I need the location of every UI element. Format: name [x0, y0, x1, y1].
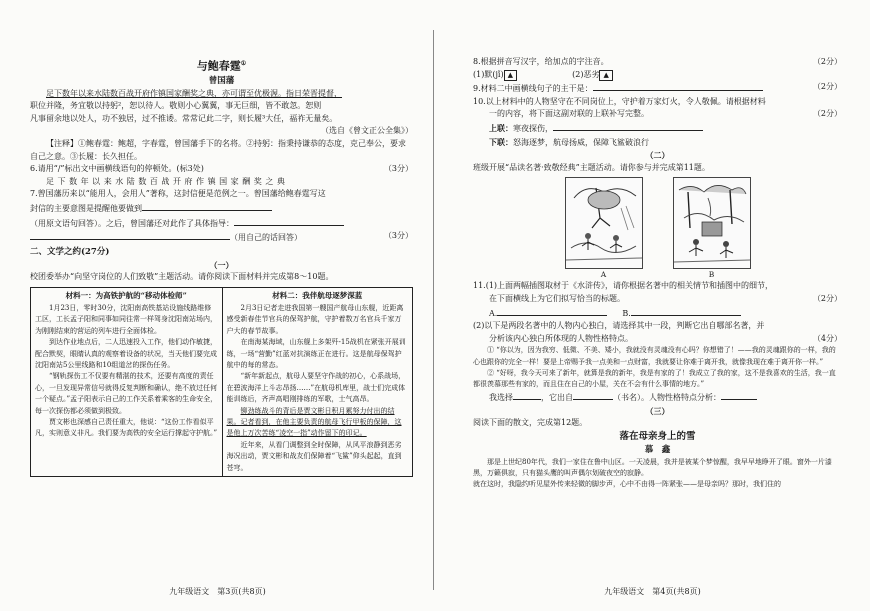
answer-blank[interactable]: [593, 81, 763, 91]
answer-blank[interactable]: [497, 306, 607, 316]
material-2: [222, 288, 413, 476]
answer-box[interactable]: ▲: [504, 70, 517, 81]
question-7c: （用原文语句回答）。之后，曾国藩还对此作了具体指导：: [30, 216, 413, 231]
answer-blank[interactable]: [30, 230, 230, 240]
author-name: 曾国藩: [208, 75, 235, 86]
intro-8-10: 校团委举办“向坚守岗位的人们致敬”主题活动。请你阅读下面材料并完成第8～10题。: [30, 272, 334, 282]
essay-author: 慕 鑫: [644, 444, 671, 455]
question-11-2a: (2)以下是两段名著中的人物内心独白，请选择其中一段，判断它出自哪部名著，并: [473, 321, 765, 331]
couplet-lower: 下联：怒海逐梦，航母扬威，保障飞鲨破浪行: [489, 136, 649, 147]
subsection-1: （一）: [209, 259, 234, 270]
material-1-para: 到达作业地点后，二人迅速投入工作，他们动作敏捷，配合默契，眼睛认真的观察着设备的状况，当天他们要完成沈阳南站5公里线路和10组道岔的探伤任务。: [35, 338, 217, 369]
intro-12: 阅读下面的散文，完成第12题。: [473, 418, 588, 428]
material-1-para: 贾文彬也深感自己责任重大，他说：“这份工作看似平凡，实则意义非凡。我们要为高铁的安全运行撑起守护航。”: [35, 418, 218, 438]
material-1: [31, 288, 222, 476]
essay-para: 那是上世纪80年代，我们一家住在鲁中山区。一天凌晨，我并是被某个梦惊醒，我早早地睁开了眼。窗外一片漆黑，万籁俱寂，只有猫头鹰的叫声偶尔划破夜空的寂静。: [473, 457, 832, 478]
essay-para: 就在这时，我隐约听见屋外传来轻微的脚步声，心中不由得一阵紧张——是母亲吗？那时，我们住的: [473, 480, 781, 489]
illustration-b: [673, 177, 751, 269]
question-8-items: (1)默(jǐ) ▲ (2)恶劣 ▲: [473, 69, 842, 82]
material-2-para: “新年新起点，航母人要坚守作战的初心，心系战场，在碧波海洋上斗志昂扬……”在航母机库里，战士们完成体能训练后，齐声高唱刚排练的军歌，士气高昂。: [226, 372, 406, 404]
inner-monologue-1: ① “你以为，因为我穷、低微、不美、矮小，我就没有灵魂没有心吗？你想错了！——我的灵魂跟你的一样，我的心也跟你的完全一样！要是上帝赐予我一点美和一点财富，我就要让你难于离开我，就像我现在难于离开你一样。”: [473, 346, 836, 366]
material-2-para: 在南海某海域，山东舰上多架歼-15战机在紧张开展训练，一场“营勤”红蓝对抗演练正在进行。这是航母保驾护航中的每的常态。: [226, 338, 406, 369]
material-1-heading: 材料一：为高铁护航的“移动体检师”: [65, 290, 187, 300]
passage-line-1: 足下数年以来水陆数百战开府作镇国家酬奖之典，亦可谓至优极渥。指日荣晋提督，: [46, 88, 342, 98]
question-8: 8.根据拼音写汉字，给加点的字注音。 （2分）: [473, 57, 842, 66]
question-6-line: 足 下 数 年 以 来 水 陆 数 百 战 开 府 作 镇 国 家 酬 奖 之 典: [46, 176, 286, 186]
essay-title: 落在母亲身上的雪: [619, 430, 696, 442]
question-7a: 7.曾国藩历来以“能用人，会用人”著称，这封信便是范例之一。曾国藩给鲍春霆写这: [30, 189, 326, 199]
question-11b: 在下面横线上为它们拟写恰当的标题。 （2分）: [489, 293, 842, 303]
question-7b: 封信的主要意图是提醒他要做到: [30, 201, 413, 216]
illustration-b-label: B: [708, 270, 715, 280]
question-7d: （用自己的话回答） （3分）: [30, 230, 413, 245]
question-11-2b: 分析该内心独白所体现的人物性格特点。 （4分）: [489, 333, 842, 343]
answer-blank[interactable]: [234, 216, 344, 226]
answer-blank[interactable]: [573, 390, 613, 400]
answer-line: 我选择 ，它出自 （书名）。人物性格特点分析：: [473, 390, 842, 405]
question-11a: 11.(1)上面两幅插图取材于《水浒传》，请你根据名著中的相关情节和插图中的细节，: [473, 281, 774, 291]
notes: 【注释】①鲍春霆：鲍超，字春霆，曾国藩手下的名将。②持躬：指秉持谦恭的态度，克己奉公，要求自己之意。③长履：长久担任。: [30, 139, 406, 161]
question-11-blanks: A. B.: [473, 306, 842, 321]
answer-box[interactable]: ▲: [599, 70, 612, 81]
material-2-para: 2月3日记者走进我国第一艘国产航母山东舰，近距离感受新春佳节官兵的保驾护航，守护着数万名官兵千家万户大的春节故事。: [226, 303, 404, 335]
material-1-para: 1月23日，零时30分，沈阳南高铁基站设施线路维修工区，工长孟子阳和同事如同往常一样驾身沈阳南站场内，为刚刚结束的营运的列车进行全面体检。: [35, 303, 217, 335]
intro-11: 班级开展“品读名著·致敬经典”主题活动。请你参与并完成第11题。: [473, 162, 710, 172]
question-10b: 一的内容，将下面这副对联的上联补写完整。 （2分）: [489, 109, 842, 119]
passage-line-3: 凡事留余地以处人，功不独居，过不推诿。常常记此二字，则长履³大任，福祚无量矣。: [30, 113, 338, 123]
page-divider: [433, 30, 434, 590]
material-1-para: “钢轨探伤工不仅要有精湛的技术，还要有高度的责任心，一旦发现异常信号就得反复判断和确认，绝不放过任何一个疑点。”孟子阳表示自己的工作关系着乘客的生命安全，每一次探伤都必须做到极致。: [35, 372, 218, 415]
question-6: 6.请用“/”标出文中画横线语句的停顿处。(标3处) （3分）: [30, 164, 413, 174]
page-footer-right: 九年级语文 第4页(共8页): [604, 587, 701, 596]
poem-title: 与鲍春霆①: [196, 59, 247, 73]
answer-blank[interactable]: [142, 201, 272, 211]
couplet-upper: 上联：寒夜探伤，: [473, 121, 842, 136]
answer-blank[interactable]: [721, 390, 757, 400]
illustration-a: [565, 177, 643, 269]
material-2-para: 近年来，从看门调整到全时保障，从风平浪静到恶劣海况出动，贾文彬和战友们保障着“飞鲨”仰头起起，直到苍穹。: [226, 440, 402, 472]
answer-blank[interactable]: [631, 306, 741, 316]
material-2-heading: 材料二：我伴航母逐梦深蓝: [272, 290, 363, 300]
answer-blank[interactable]: [553, 121, 703, 131]
section-2-heading: 二、文学之约(27分): [30, 246, 110, 257]
materials-box: [30, 287, 413, 477]
material-2-para: 铆劲练战斗的背后是贾文彬日积月累努力付出的结果。记者看到，在他主要负责的航母飞行甲板的保障，这是他上万次苦练“凌空一指”动作留下的印记。: [226, 406, 402, 438]
question-9: 9.材料二中画横线句子的主干是： （2分）: [473, 82, 842, 94]
passage-line-2: 职位并隆，务宜敬以持躬²，恕以待人。敬则小心翼翼，事无巨细，皆不敢忽。恕则: [30, 101, 322, 111]
page-right: [435, 0, 870, 611]
page-footer-left: 九年级语文 第3页(共8页): [169, 587, 266, 596]
illustration-a-label: A: [600, 270, 607, 280]
subsection-2: （二）: [645, 150, 670, 161]
question-10a: 10.以上材料中的人物坚守在不同岗位上，守护着万家灯火，令人敬佩。请根据材料: [473, 96, 766, 106]
inner-monologue-2: ② “好呀，我今天可来了新年，就算是我的新年，我是有家的了！我成立了我的家，这不是我喜欢的生活，我一直都很羡慕那些有家的，而且住在自己的小屋，关在不会有什么事情的地方。”: [473, 368, 836, 388]
subsection-3: （三）: [645, 405, 670, 416]
passage-source: （选自《曾文正公全集》）: [321, 126, 413, 136]
illustrations: [473, 177, 842, 280]
answer-blank[interactable]: [513, 390, 541, 400]
